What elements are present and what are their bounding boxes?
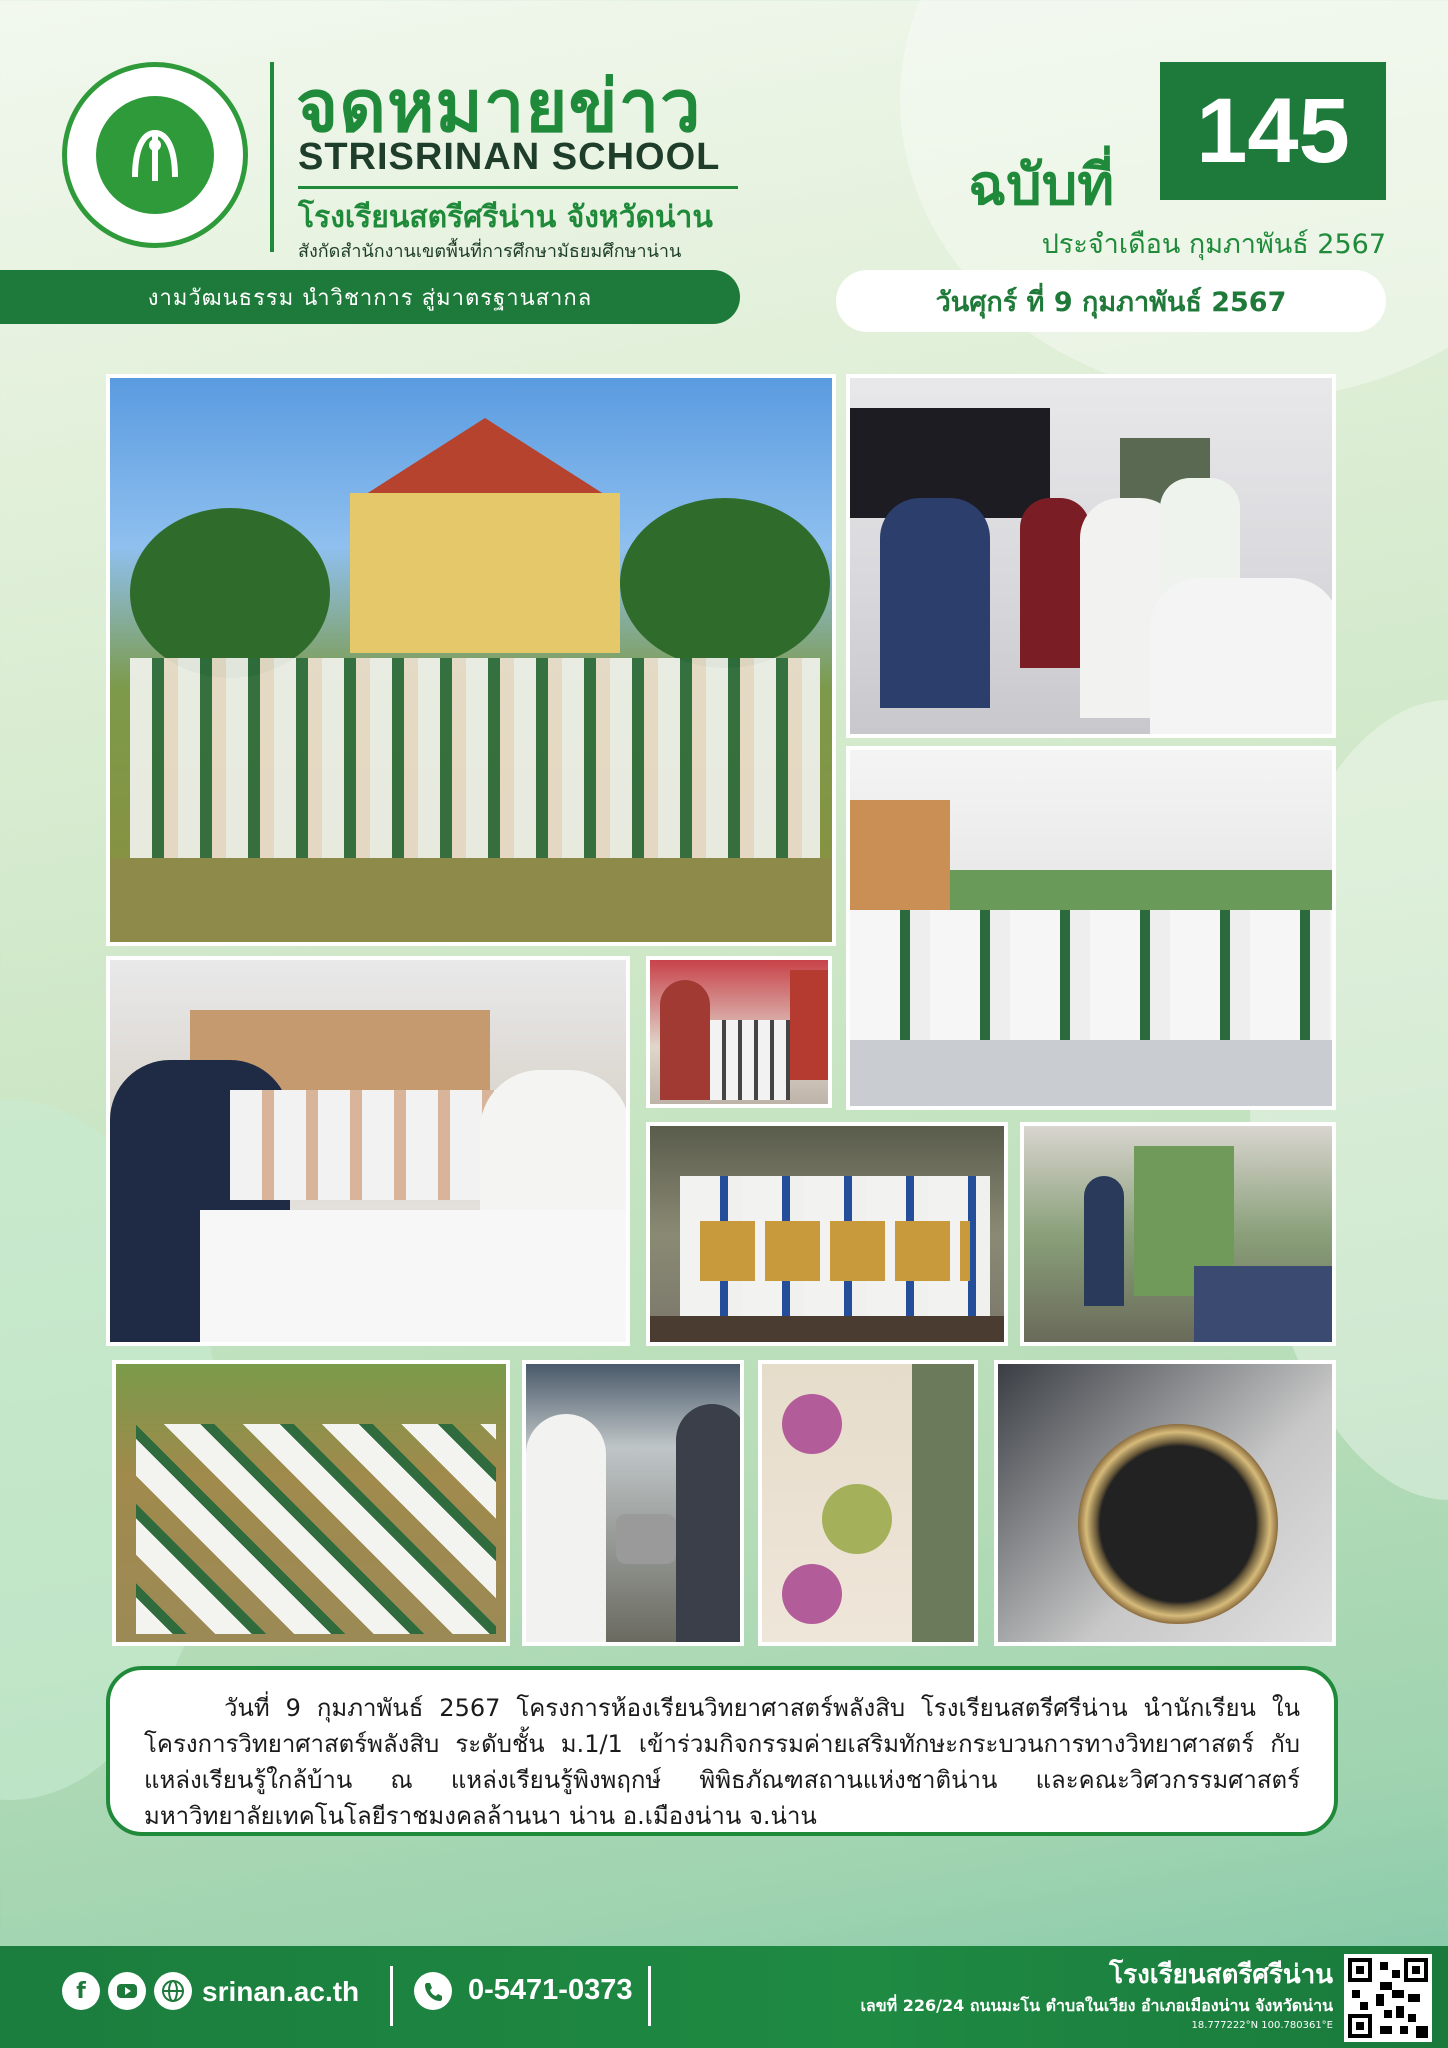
issue-date: วันศุกร์ ที่ 9 กุมภาพันธ์ 2567	[935, 286, 1287, 318]
phone-icon	[414, 1972, 452, 2010]
article-paragraph: วันที่ 9 กุมภาพันธ์ 2567 โครงการห้องเรียนวิทยาศาสตร์พลังสิบ โรงเรียนสตรีศรีน่าน นำนักเรียน ในโครงการวิทยาศาสตร์พลังสิบ ระดับชั้น ม.1/1 เข้าร่วมกิจกรรมค่ายเสริมทักษะกระบวนการทางวิทยาศาสตร์ กับแหล่งเรียนรู้ใกล้บ้าน ณ แหล่งเรียนรู้พิงพฤกษ์ พิพิธภัณฑสถานแห่งชาติน่าน และคณะวิศวกรรมศาสตร์ มหาวิทยาลัยเทคโนโลยีราชมงคลล้านนา น่าน อ.เมืองน่าน จ.น่าน	[144, 1694, 1300, 1830]
photo-museum-hall	[646, 956, 832, 1108]
footer-school-name: โรงเรียนสตรีศรีน่าน	[1109, 1960, 1333, 1990]
footer-coordinates: 18.777222°N 100.780361°E	[1191, 2020, 1333, 2031]
website-link[interactable]: srinan.ac.th	[202, 1976, 360, 2007]
issue-number-box	[1160, 62, 1386, 200]
qr-code-icon[interactable]	[1344, 1954, 1432, 2042]
footer-divider	[648, 1966, 651, 2026]
phone-number[interactable]: 0-5471-0373	[468, 1974, 633, 2006]
issue-label: ฉบับที่	[968, 153, 1115, 218]
photo-dyed-cloth	[646, 1122, 1008, 1346]
header-divider	[270, 62, 274, 252]
photo-group-museum	[106, 374, 836, 946]
photo-lab-2	[846, 746, 1336, 1110]
youtube-icon[interactable]	[108, 1972, 146, 2010]
office-name: สังกัดสำนักงานเขตพื้นที่การศึกษามัธยมศึกษาน่าน	[298, 241, 682, 262]
web-icon[interactable]	[154, 1972, 192, 2010]
motto-bar	[0, 270, 740, 324]
footer-address: เลขที่ 226/24 ถนนมะโน ตำบลในเวียง อำเภอเมืองน่าน จังหวัดน่าน	[860, 1996, 1333, 2015]
photo-lab-3	[106, 956, 630, 1346]
school-name-en: STRISRINAN SCHOOL	[298, 136, 721, 178]
facebook-icon[interactable]: f	[62, 1972, 100, 2010]
article-text-box	[106, 1666, 1338, 1836]
school-emblem-icon	[62, 62, 248, 248]
footer-divider	[390, 1966, 393, 2026]
issue-number: 145	[1196, 79, 1350, 182]
newsletter-title: จดหมายข่าว	[296, 64, 702, 148]
photo-printed-fabric	[758, 1360, 978, 1646]
issue-month: ประจำเดือน กุมภาพันธ์ 2567	[1041, 229, 1386, 260]
title-underline	[298, 186, 738, 189]
photo-fabric-demo	[1020, 1122, 1336, 1346]
motto-text: งามวัฒนธรรม นำวิชาการ สู่มาตรฐานสากล	[147, 285, 593, 311]
photo-specimen-closeup	[994, 1360, 1336, 1646]
photo-cooking-station	[522, 1360, 744, 1646]
photo-outdoor-lawn	[112, 1360, 510, 1646]
photo-lab-1	[846, 374, 1336, 738]
date-pill	[836, 270, 1386, 332]
school-name-th: โรงเรียนสตรีศรีน่าน จังหวัดน่าน	[298, 200, 713, 235]
